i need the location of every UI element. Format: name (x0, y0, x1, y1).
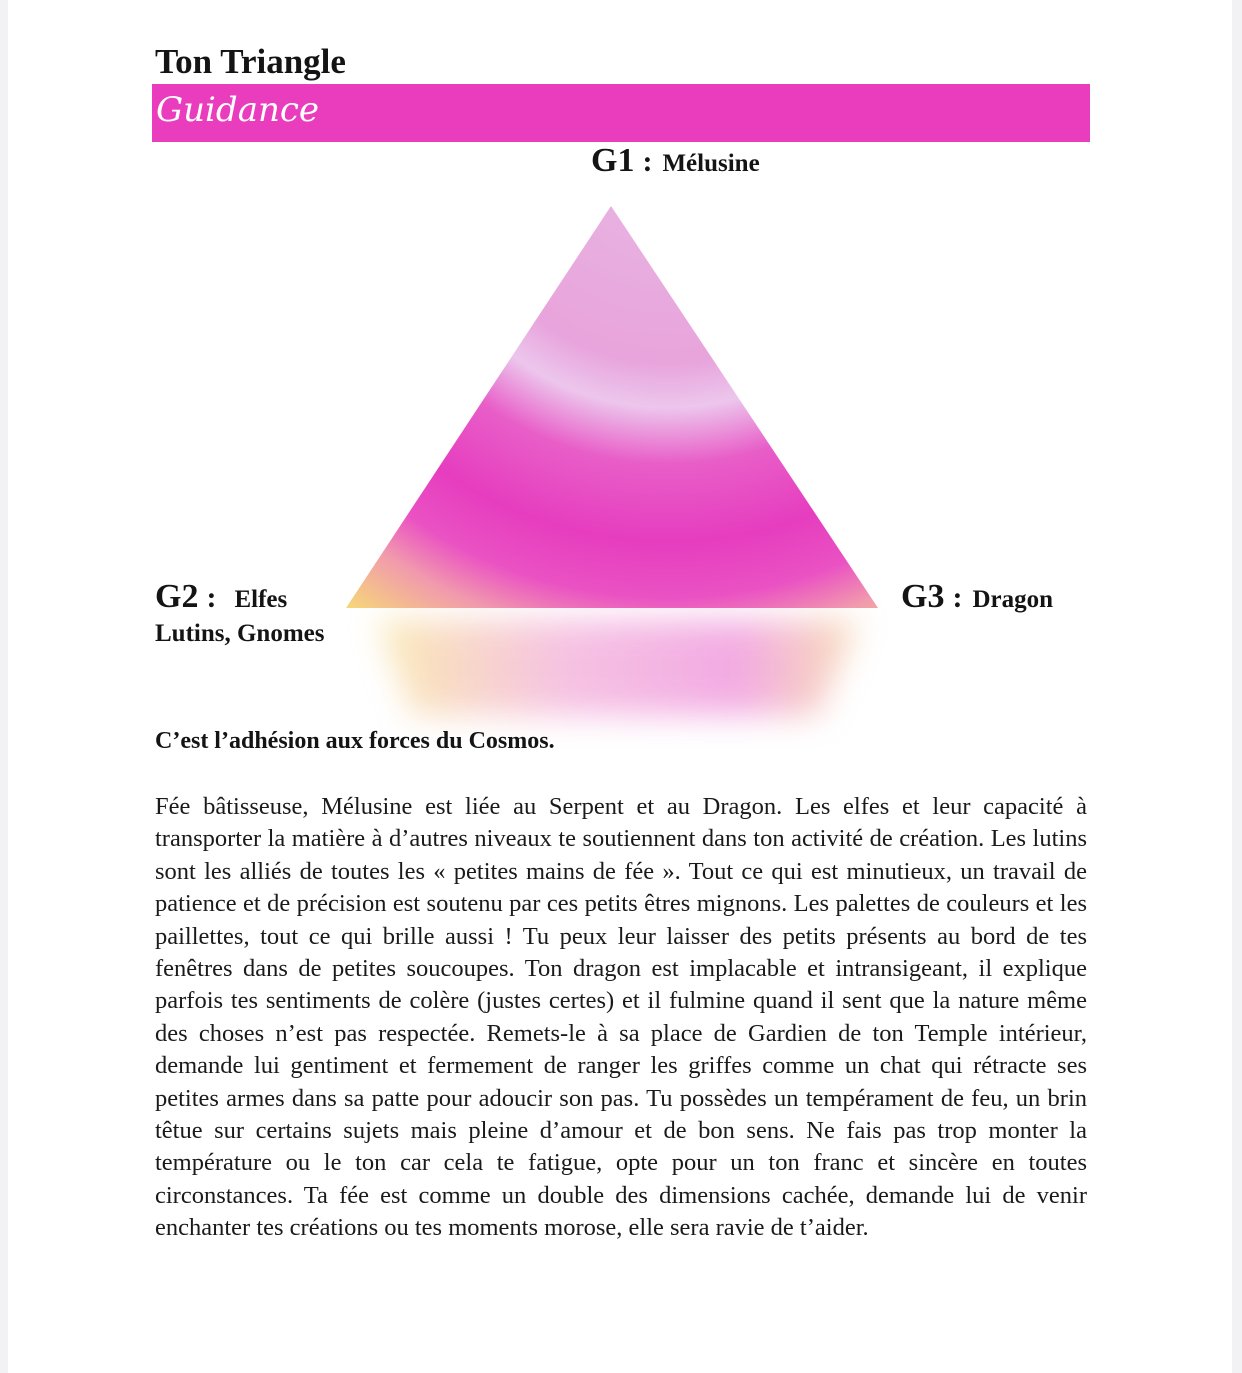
g1-separator: : (642, 145, 653, 178)
g1-code: G1 (591, 142, 635, 179)
g2-name: Elfes (234, 586, 288, 613)
banner-label: Guidance (156, 90, 320, 130)
g3-code: G3 (901, 578, 945, 615)
g2-subname: Lutins, Gnomes (155, 620, 325, 647)
vertex-label-g1 (591, 142, 760, 180)
triangle-shape (346, 206, 878, 608)
g3-name: Dragon (972, 586, 1054, 613)
g2-code: G2 (155, 578, 199, 615)
triangle-reflection (378, 620, 858, 715)
g3-separator: : (952, 581, 963, 614)
section-heading: C’est l’adhésion aux forces du Cosmos. (155, 728, 555, 754)
g1-name: Mélusine (662, 150, 760, 177)
guidance-banner (152, 84, 1090, 142)
vertex-label-g2 (155, 578, 287, 616)
g2-separator: : (206, 581, 217, 614)
body-paragraph: Fée bâtisseuse, Mélusine est liée au Serpent et au Dragon. Les elfes et leur capacité à transporter la matière à d’autres niveaux te soutiennent dans ton activité de création. Les lutins sont les alliés de toutes les « petites mains de fée ». Tout ce qui est minutieux, un travail de patience et de précision est soutenu par ces petits êtres mignons. Les palettes de couleurs et les paillettes, tout ce qui brille aussi ! Tu peux leur laisser des petits présents au bord de tes fenêtres dans de petites soucoupes. Ton dragon est implacable et intransigeant, il explique parfois tes sentiments de colère (justes certes) et il fulmine quand il sent que la nature même des choses n’est pas respectée. Remets-le à sa place de Gardien de ton Temple intérieur, demande lui gentiment et fermement de ranger les griffes comme un chat qui rétracte ses petites armes dans sa patte pour adoucir son pas. Tu possèdes un tempérament de feu, un brin têtue sur certains sujets mais pleine d’amour et de bon sens. Ne fais pas trop monter la température ou le ton car cela te fatigue, opte pour un ton franc et sincère en toutes circonstances. Ta fée est comme un double des dimensions cachée, demande lui de venir enchanter tes créations ou tes moments morose, elle sera ravie de t’aider. (155, 793, 1087, 1242)
vertex-label-g3 (901, 578, 1053, 616)
page-title: Ton Triangle (155, 42, 346, 81)
triangle-diagram (328, 190, 908, 750)
document-page (8, 0, 1232, 1373)
